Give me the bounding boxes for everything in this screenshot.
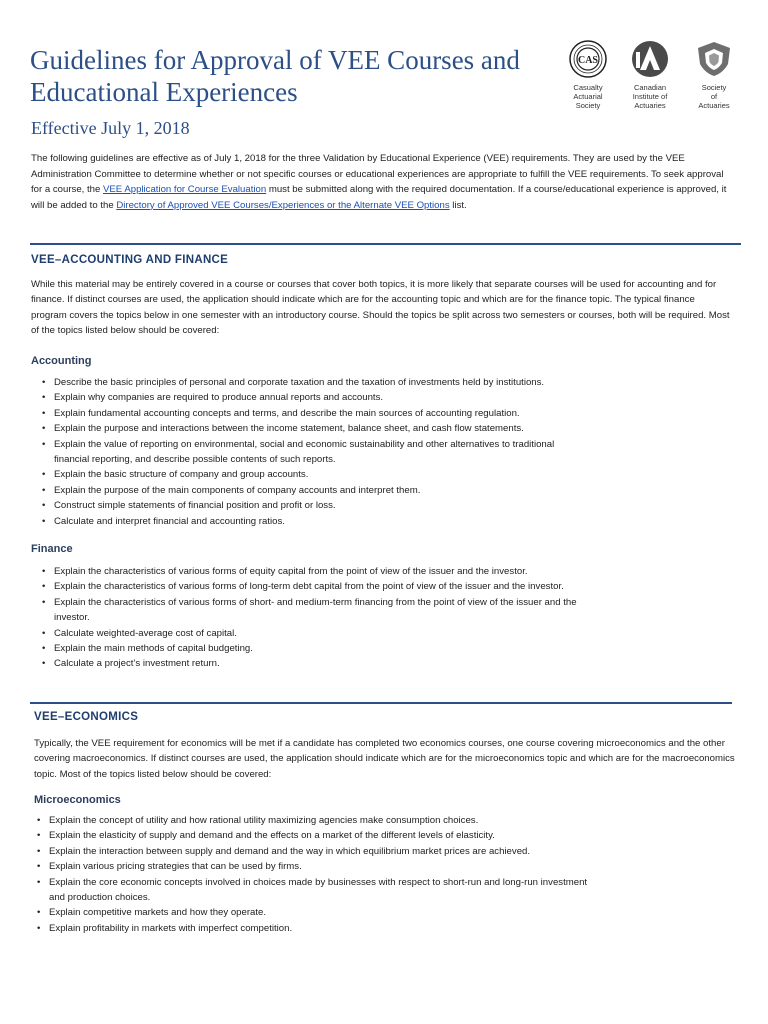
microeconomics-list [37,813,597,936]
accounting-finance-paragraph: While this material may be entirely covered in a course or courses that cover both topics, it is more likely that separate courses will be used for accounting and for finance. If distinct courses are used, the application should indicate which are for the accounting topic and which are for the finance topic. The typical finance program covers the topics below in one semester with an introductory course. Should the topics be split across two semesters or courses, both will be required. Most of the topics listed below should be covered: [31,279,730,337]
effective-date: Effective July 1, 2018 [31,118,190,138]
list-item: • Explain the value of reporting on environmental, social and economic sustainability and other alternatives to traditional financial reporting, and describe possible contents of such reports. [42,437,602,468]
finance-heading: Finance [31,543,73,555]
cia-caption: Canadian Institute of Actuaries [632,83,668,110]
accounting-heading: Accounting [31,355,92,367]
list-item: • Construct simple statements of financial position and profit or loss. [42,498,602,513]
microeconomics-heading: Microeconomics [34,794,121,806]
cas-logo [560,40,616,110]
cas-seal-icon [569,40,607,78]
cia-logo-icon [630,40,670,78]
soa-caption: Society of Actuaries [698,83,730,110]
list-item: • Explain the characteristics of various forms of short- and medium-term financing from the point of view of the issuer and the investor. [42,595,598,626]
economics-paragraph: Typically, the VEE requirement for economics will be met if a candidate has completed two economics courses, one course covering microeconomics and the other covering macroeconomics. If distinct courses are used, the application should indicate which are for the microeconomics topic and which are for the macroeconomics topic. Most of the topics listed below should be covered: [34,738,735,780]
page-title: Guidelines for Approval of VEE Courses and Educational Experiences [30,45,520,107]
list-item: • Calculate and interpret financial and accounting ratios. [42,514,602,529]
list-item: • Explain various pricing strategies that can be used by firms. [37,859,597,874]
list-item: • Explain the purpose of the main components of company accounts and interpret them. [42,483,602,498]
approved-courses-directory-link[interactable]: Directory of Approved VEE Courses/Experiences or the Alternate VEE Options [116,199,450,211]
section-heading-accounting-finance: VEE–ACCOUNTING AND FINANCE [31,254,229,266]
section-divider [30,702,732,704]
accounting-list [42,375,602,529]
list-item: • Explain the concept of utility and how rational utility maximizing agencies make consumption choices. [37,813,597,828]
list-item: • Explain the basic structure of company and group accounts. [42,467,602,482]
cia-logo [622,40,678,110]
intro-text-2: must be submitted along with the required documentation. If a course/educational experience is approved, it will be added to the [31,184,727,211]
list-item: • Explain profitability in markets with imperfect competition. [37,921,597,936]
list-item: • Explain the main methods of capital budgeting. [42,641,598,656]
vee-application-link[interactable]: VEE Application for Course Evaluation [103,184,267,196]
list-item: • Explain why companies are required to produce annual reports and accounts. [42,390,602,405]
cas-seal-text: CAS [577,55,599,66]
list-item: • Explain the core economic concepts involved in choices made by businesses with respect to short-run and long-run investment and production choices. [37,875,597,906]
intro-paragraph [31,151,731,213]
list-item: • Explain the characteristics of various forms of long-term debt capital from the point of view of the issuer and the investor. [42,579,598,594]
list-item: • Explain the elasticity of supply and demand and the effects on a market of the different levels of elasticity. [37,828,597,843]
list-item: • Describe the basic principles of personal and corporate taxation and the taxation of investments held by institutions. [42,375,602,390]
list-item: • Explain fundamental accounting concepts and terms, and describe the main sources of accounting regulation. [42,406,602,421]
list-item: • Explain the interaction between supply and demand and the way in which equilibrium market prices are achieved. [37,844,597,859]
section-heading-economics: VEE–ECONOMICS [34,711,139,723]
section-divider [30,243,741,245]
finance-list [42,564,598,672]
list-item: • Calculate weighted-average cost of capital. [42,626,598,641]
intro-text-1: The following guidelines are effective as of July 1, 2018 for the three Validation by Educational Experience (VEE) requirements. They are used by the VEE Administration Committee to determine whether or not specific courses or educational experiences are appropriate to fulfill the VEE requirements. To seek approval for a course, the [31,153,724,196]
cas-caption: Casualty Actuarial Society [573,83,603,110]
soa-logo [686,40,742,110]
list-item: • Calculate a project’s investment return. [42,656,598,671]
list-item: • Explain the characteristics of various forms of equity capital from the point of view of the issuer and the investor. [42,564,598,579]
organization-logos [560,40,750,120]
list-item: • Explain the purpose and interactions between the income statement, balance sheet, and cash flow statements. [42,421,602,436]
intro-text-3: list. [449,199,467,211]
list-item: • Explain competitive markets and how they operate. [37,905,597,920]
soa-shield-icon [695,40,733,78]
